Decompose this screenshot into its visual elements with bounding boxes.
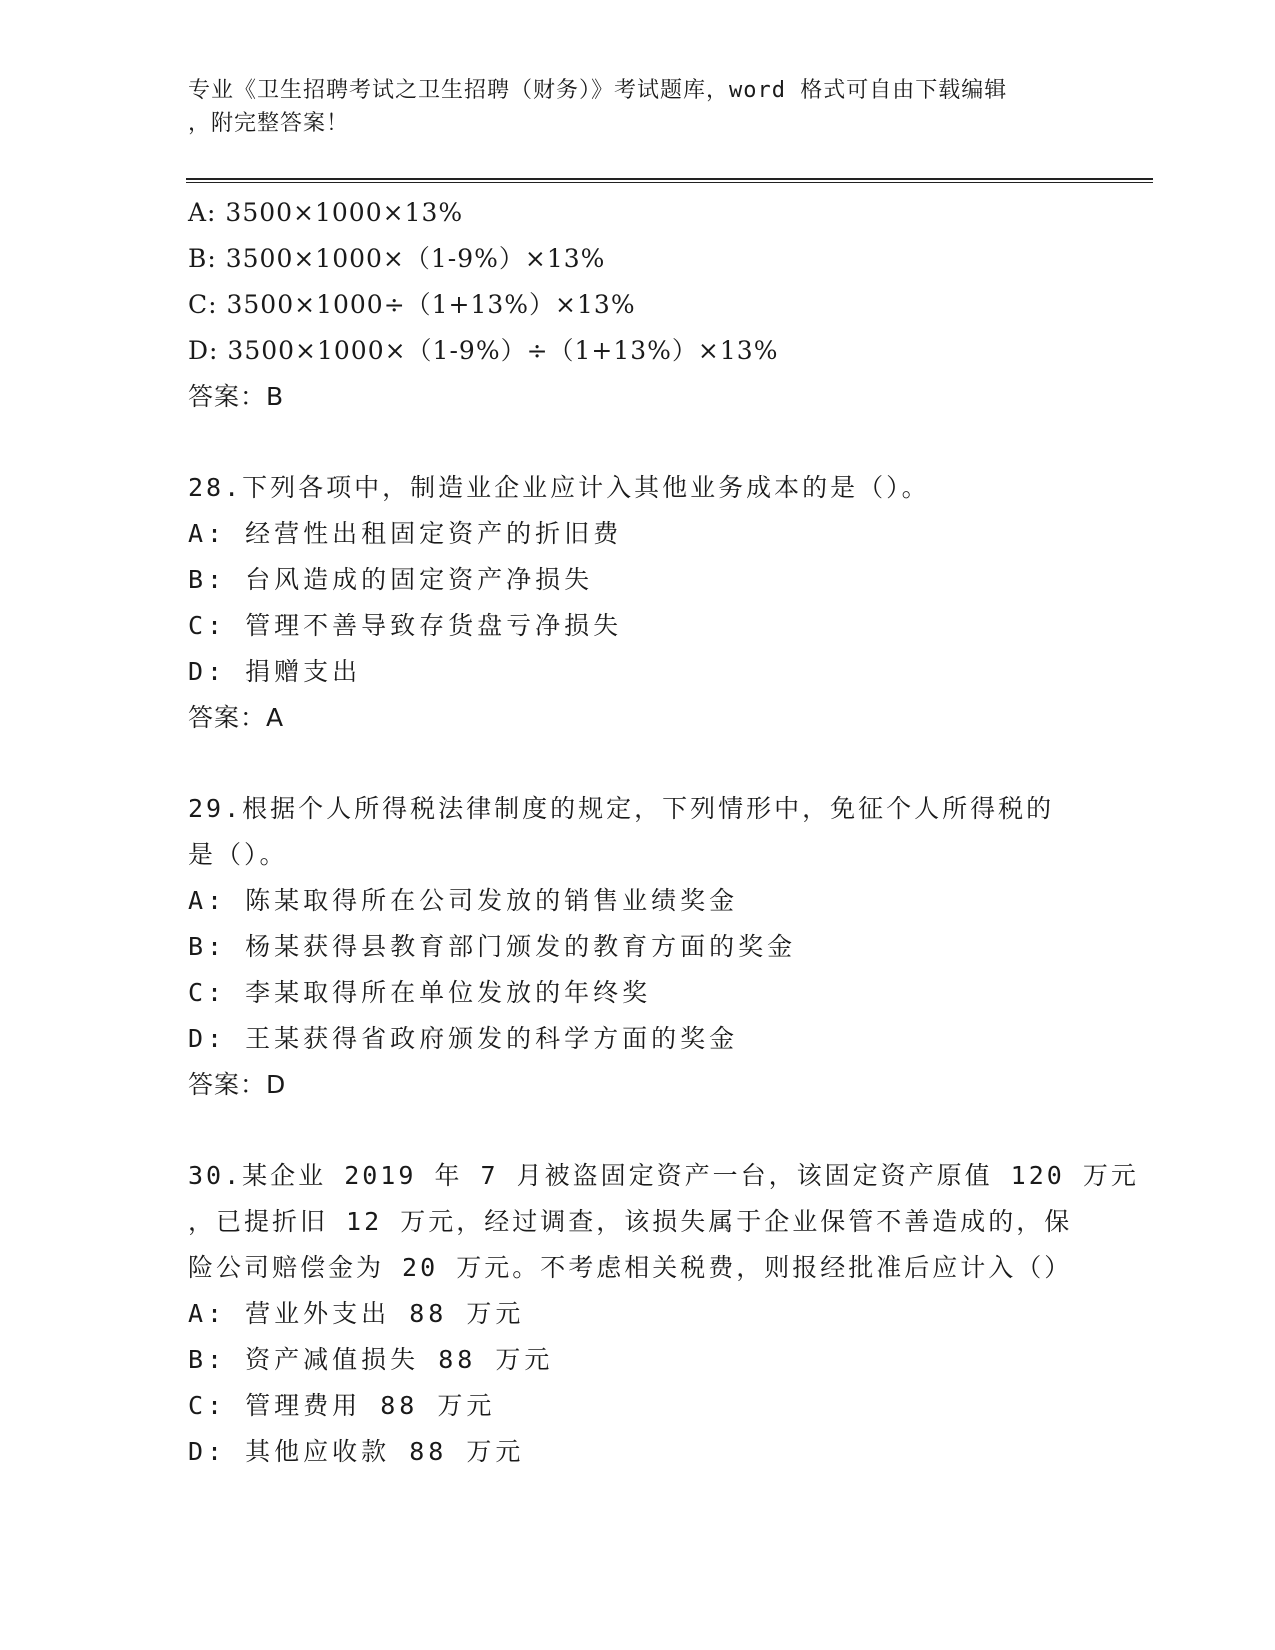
option-a: A: 营业外支出 88 万元 bbox=[188, 1299, 525, 1328]
answer: 答案：D bbox=[188, 1070, 287, 1099]
header-line-2: ，附完整答案！ bbox=[188, 111, 350, 136]
option-b: B: 资产减值损失 88 万元 bbox=[188, 1345, 554, 1374]
option-b: B: 杨某获得县教育部门颁发的教育方面的奖金 bbox=[188, 932, 797, 961]
header-divider bbox=[186, 178, 1153, 183]
option-c: C: 李某取得所在单位发放的年终奖 bbox=[188, 978, 652, 1007]
question-stem: 28.下列各项中，制造业企业应计入其他业务成本的是（）。 bbox=[188, 473, 930, 502]
option-b: B: 3500×1000×（1-9%）×13% bbox=[188, 244, 606, 273]
option-c: C: 3500×1000÷（1+13%）×13% bbox=[188, 290, 636, 319]
question-stem: 30.某企业 2019 年 7 月被盗固定资产一台，该固定资产原值 120 万元 bbox=[188, 1161, 1139, 1190]
answer: 答案：B bbox=[188, 382, 285, 411]
question-stem-cont: 险公司赔偿金为 20 万元。不考虑相关税费，则报经批准后应计入（） bbox=[188, 1253, 1073, 1282]
spacer bbox=[188, 741, 1088, 786]
question-stem-cont: ，已提折旧 12 万元，经过调查，该损失属于企业保管不善造成的，保 bbox=[188, 1207, 1073, 1236]
question-28 bbox=[188, 465, 1088, 741]
option-d: D: 其他应收款 88 万元 bbox=[188, 1437, 525, 1466]
option-a: A: 陈某取得所在公司发放的销售业绩奖金 bbox=[188, 886, 739, 915]
spacer bbox=[188, 420, 1088, 465]
question-30 bbox=[188, 1153, 1139, 1475]
question-29 bbox=[188, 786, 1088, 1108]
option-d: D: 3500×1000×（1-9%）÷（1+13%）×13% bbox=[188, 336, 779, 365]
question-27 bbox=[188, 190, 1088, 420]
option-a: A: 3500×1000×13% bbox=[188, 198, 464, 227]
question-stem: 29.根据个人所得税法律制度的规定，下列情形中，免征个人所得税的 bbox=[188, 794, 1055, 823]
option-b: B: 台风造成的固定资产净损失 bbox=[188, 565, 594, 594]
header-line-1: 专业《卫生招聘考试之卫生招聘（财务）》考试题库，word 格式可自由下载编辑 bbox=[188, 78, 1008, 103]
question-list bbox=[188, 190, 1139, 1475]
option-a: A: 经营性出租固定资产的折旧费 bbox=[188, 519, 623, 548]
answer: 答案：A bbox=[188, 703, 285, 732]
option-d: D: 王某获得省政府颁发的科学方面的奖金 bbox=[188, 1024, 739, 1053]
option-c: C: 管理费用 88 万元 bbox=[188, 1391, 496, 1420]
question-stem-cont: 是（）。 bbox=[188, 840, 288, 869]
option-d: D: 捐赠支出 bbox=[188, 657, 362, 686]
document-header bbox=[188, 74, 1088, 140]
option-c: C: 管理不善导致存货盘亏净损失 bbox=[188, 611, 623, 640]
spacer bbox=[188, 1108, 1088, 1153]
